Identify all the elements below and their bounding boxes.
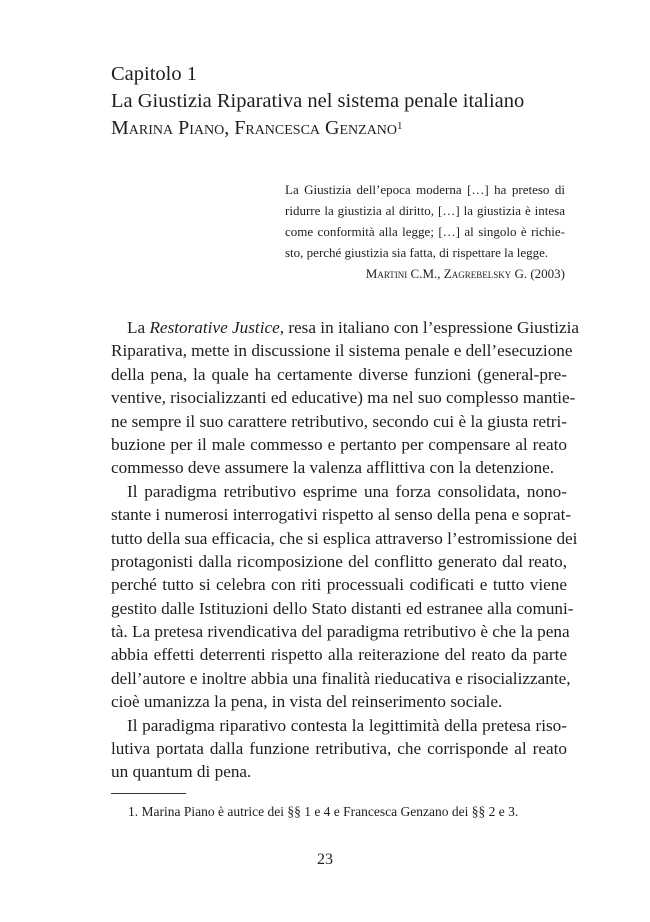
paragraph-3-line: Il paradigma riparativo contesta la legittimità della pretesa riso- <box>127 715 567 735</box>
italic-term: Restorative Justice <box>149 318 280 337</box>
paragraph-3-line: un quantum di pena. <box>111 762 252 782</box>
epigraph-line: sto, perché giustizia sia fatta, di rispettare la legge. <box>285 245 549 260</box>
paragraph-1-line: ventive, risocializzanti ed educative) ma nel suo complesso mantie- <box>111 388 576 408</box>
paragraph-1-line: Riparativa, mette in discussione il sistema penale e dell’esecuzione <box>111 341 573 361</box>
paragraph-2-line: tà. La pretesa rivendicativa del paradigma retributivo è che la pena <box>111 622 570 642</box>
epigraph-line: ridurre la giustizia al diritto, […] la giustizia è intesa <box>285 203 565 218</box>
epigraph-line: come conformità alla legge; […] al singolo è richie- <box>285 224 565 239</box>
paragraph-1-line: commesso deve assumere la valenza afflittiva con la detenzione. <box>111 458 555 478</box>
epigraph <box>285 179 565 284</box>
body-text <box>111 316 579 784</box>
paragraph-1-line: ne sempre il suo carattere retributivo, secondo cui è la giusta retri- <box>111 411 567 431</box>
paragraph-2-line: protagonisti dalla ricomposizione del conflitto generato dal reato, <box>111 551 567 571</box>
text-fragment: La <box>127 318 150 337</box>
epigraph-source: Martini C.M., Zagrebelsky G. (2003) <box>365 266 565 281</box>
paragraph-2-line: perché tutto si celebra con riti processuali codificati e tutto viene <box>111 575 567 595</box>
paragraph-2-line: gestito dalle Istituzioni dello Stato distanti ed estranee alla comuni- <box>111 598 574 618</box>
text-fragment: , resa in italiano con l’espressione Giustizia <box>279 318 579 337</box>
footnote-divider <box>111 793 186 794</box>
chapter-authors <box>111 116 403 140</box>
authors-names: Marina Piano, Francesca Genzano <box>111 117 398 139</box>
epigraph-line: La Giustizia dell’epoca moderna […] ha preteso di <box>285 182 565 197</box>
paragraph-1-line <box>111 316 579 339</box>
footnote-reference[interactable]: 1 <box>397 120 403 132</box>
chapter-title: La Giustizia Riparativa nel sistema penale italiano <box>111 90 525 112</box>
paragraph-2-line: dell’autore e inoltre abbia una finalità rieducativa e risocializzante, <box>111 668 571 688</box>
paragraph-2-line: stante i numerosi interrogativi rispetto al senso della pena e soprat- <box>111 505 572 525</box>
chapter-label: Capitolo 1 <box>111 63 197 85</box>
paragraph-2-line: tutto della sua efficacia, che si esplica attraverso l’estromissione dei <box>111 528 578 548</box>
paragraph-2-line: Il paradigma retributivo esprime una forza consolidata, nono- <box>127 481 567 501</box>
paragraph-3-line: lutiva portata dalla funzione retributiva, che corrisponde al reato <box>111 739 567 759</box>
page-number: 23 <box>317 851 333 868</box>
paragraph-2-line: cioè umanizza la pena, in vista del reinserimento sociale. <box>111 692 503 712</box>
paragraph-1-line: della pena, la quale ha certamente diverse funzioni (general-pre- <box>111 364 567 384</box>
paragraph-1-line: buzione per il male commesso e pertanto per compensare al reato <box>111 434 567 454</box>
paragraph-2-line: abbia effetti deterrenti rispetto alla reiterazione del reato da parte <box>111 645 567 665</box>
footnote: 1. Marina Piano è autrice dei §§ 1 e 4 e Francesca Genzano dei §§ 2 e 3. <box>128 804 519 819</box>
